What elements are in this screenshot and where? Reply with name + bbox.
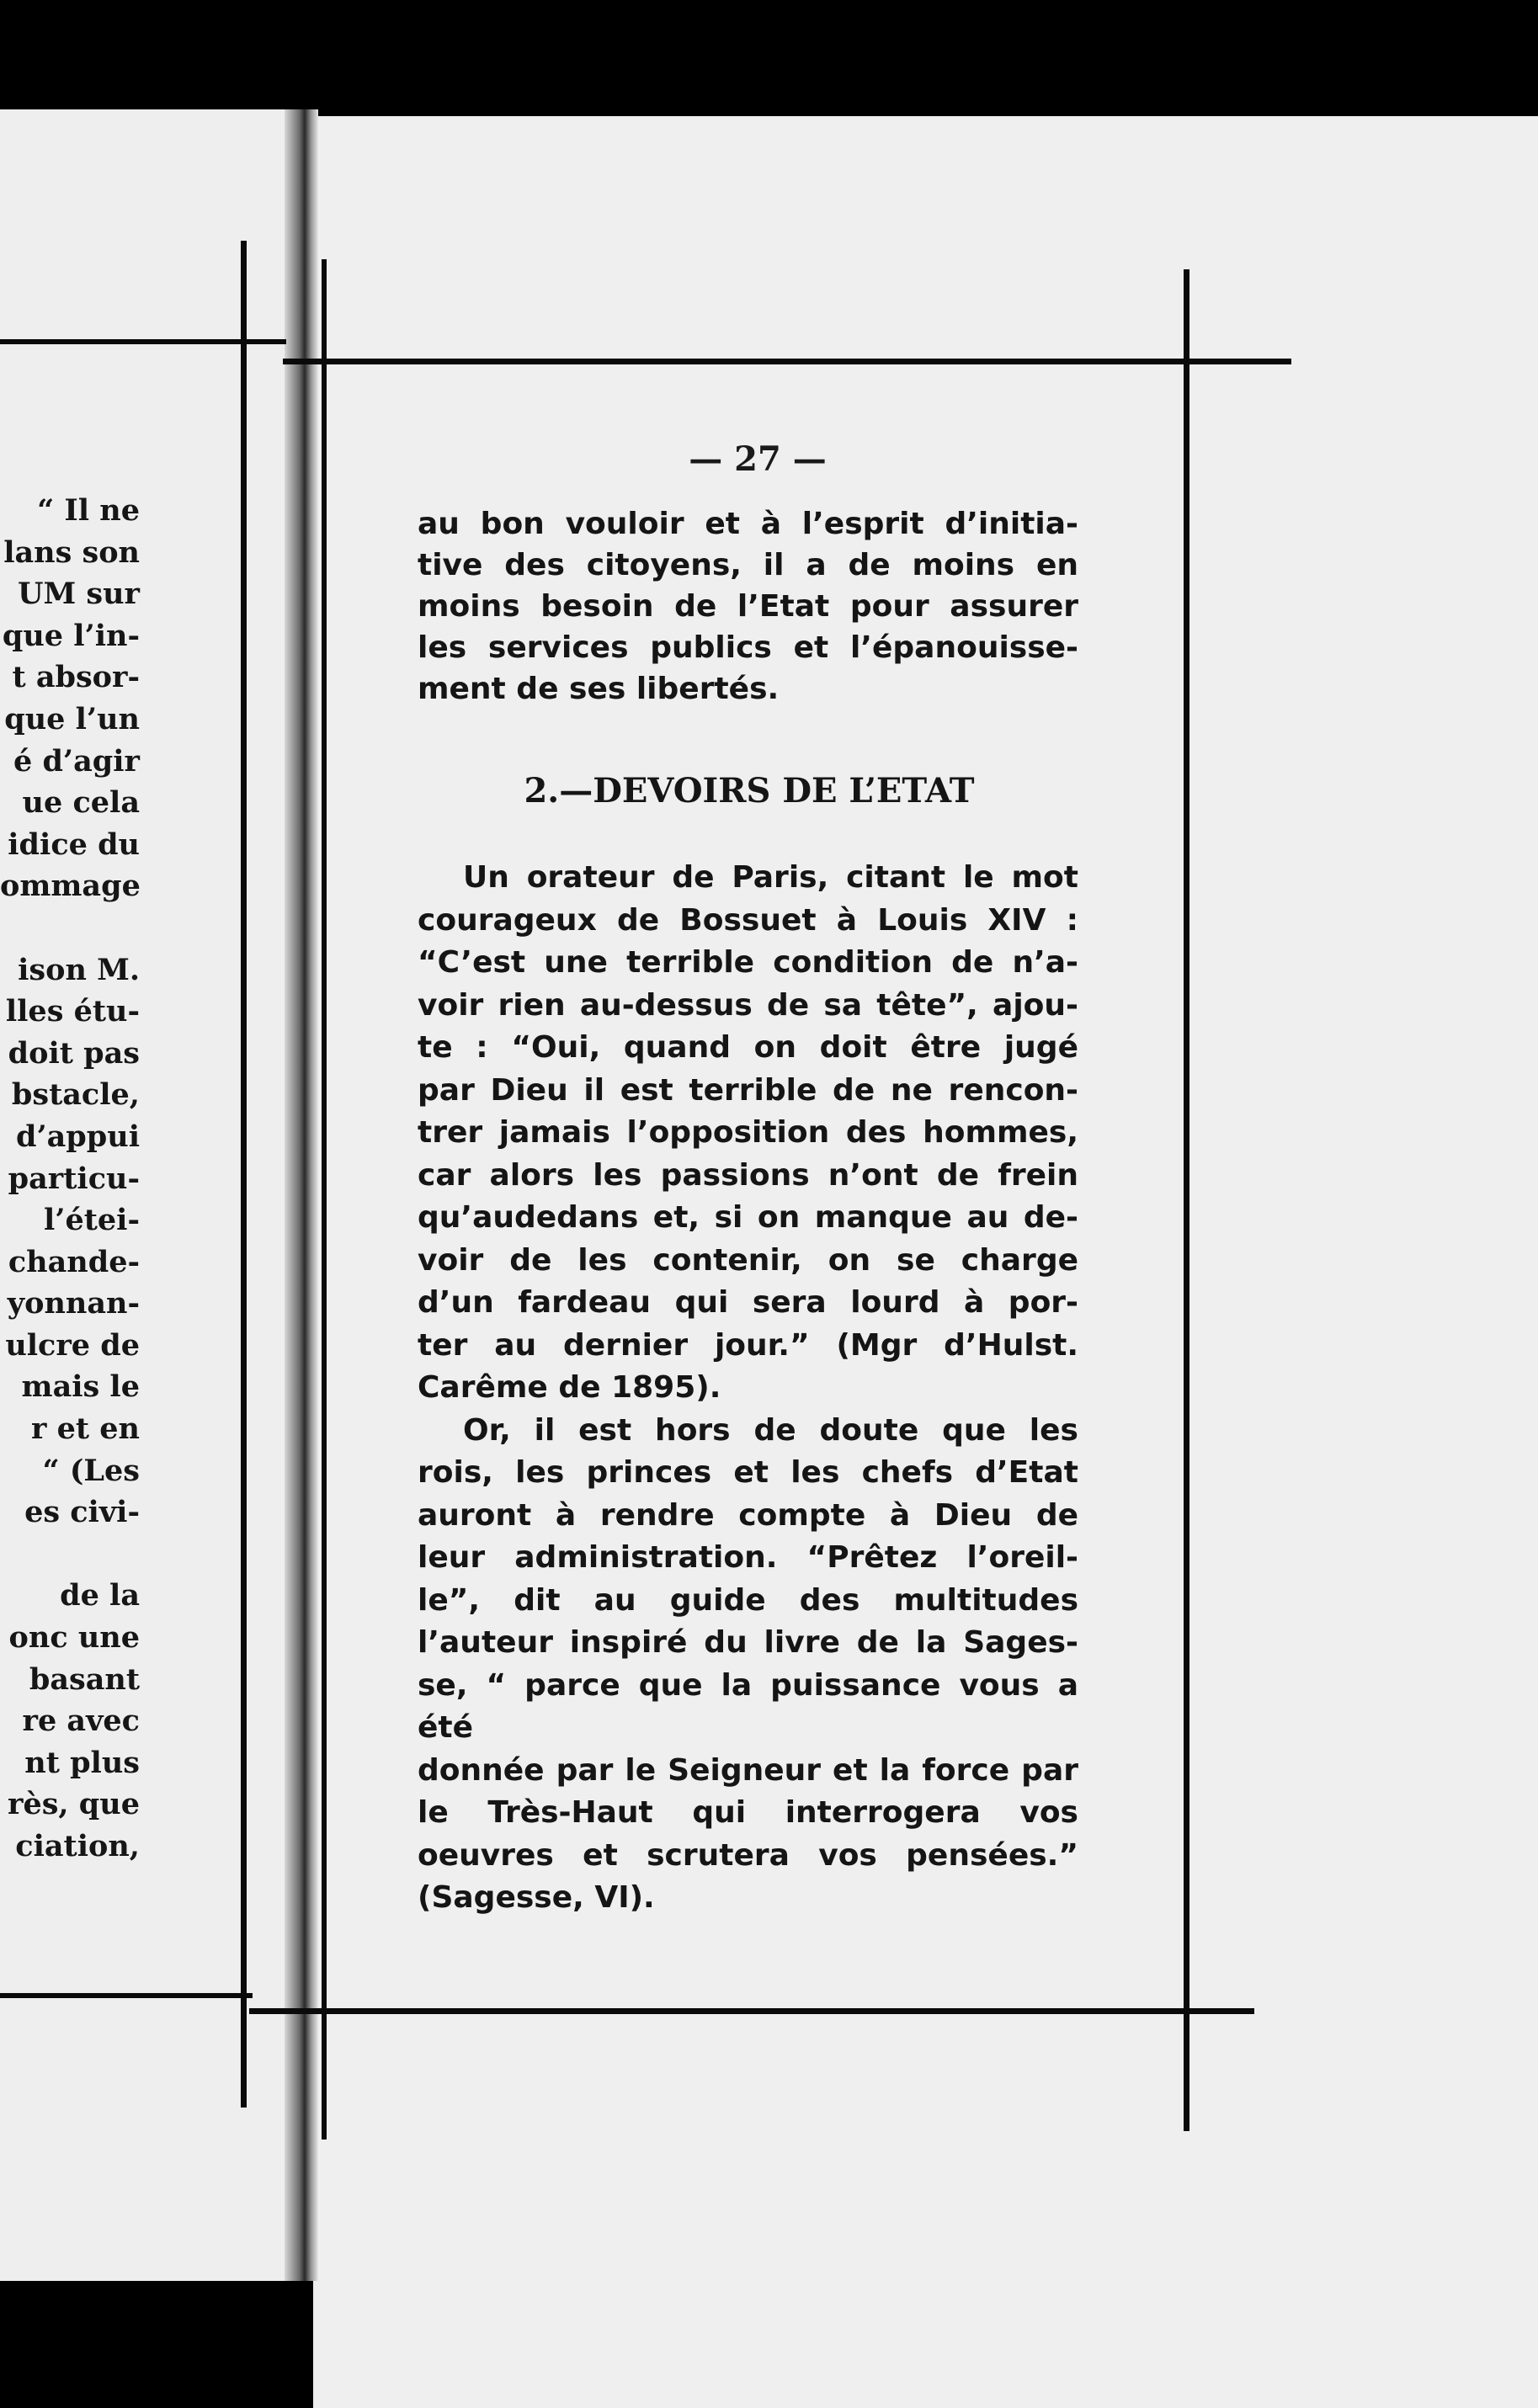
text-line: tive des citoyens, il a de moins en [418, 548, 1078, 582]
text-line: leur administration. “Prêtez l’oreil- [418, 1540, 1078, 1575]
left-line: doit pas [8, 1035, 140, 1071]
left-line: yonnan- [7, 1286, 140, 1321]
text-line: trer jamais l’opposition des hommes, [418, 1115, 1078, 1150]
text-line: (Sagesse, VI). [418, 1880, 655, 1915]
text-line: oeuvres et scrutera vos pensées.” [418, 1837, 1078, 1873]
text-line: car alors les passions n’ont de frein [418, 1157, 1078, 1193]
text-line: par Dieu il est terrible de ne rencon- [418, 1072, 1078, 1108]
left-line: particu- [8, 1161, 140, 1196]
text-line: le”, dit au guide des multitudes [418, 1582, 1078, 1618]
left-page-text [0, 490, 140, 1868]
text-line: voir de les contenir, on se charge [418, 1242, 1078, 1278]
left-line: ue cela [22, 785, 140, 821]
left-line: onc une [8, 1620, 140, 1656]
text-line: courageux de Bossuet à Louis XIV : [418, 902, 1078, 938]
text-line: te : “Oui, quand on doit être jugé [418, 1030, 1078, 1065]
left-line: es civi- [24, 1495, 140, 1530]
text-line: auront à rendre compte à Dieu de [418, 1497, 1078, 1533]
left-line: é d’agir [13, 743, 140, 779]
left-line: de la [60, 1578, 140, 1613]
left-page-bottom-rule [0, 1993, 253, 1998]
text-line: rois, les princes et les chefs d’Etat [418, 1455, 1078, 1490]
left-line: UM sur [17, 577, 140, 612]
text-line: Un orateur de Paris, citant le mot [463, 860, 1078, 895]
intro-paragraph [418, 503, 1078, 710]
left-line: l’étei- [43, 1203, 140, 1238]
left-line: chande- [8, 1244, 140, 1279]
outer-vertical-rule [1184, 269, 1189, 2131]
text-line: ter au dernier jour.” (Mgr d’Hulst. [418, 1327, 1078, 1363]
left-line: ciation, [15, 1829, 140, 1863]
left-line: t absor- [12, 660, 140, 695]
text-line: donnée par le Seigneur et la force par [418, 1752, 1078, 1788]
left-line: “ Il ne [37, 493, 140, 528]
text-line: les services publics et l’épanouisse- [418, 630, 1078, 665]
left-line: rès, que [8, 1787, 140, 1822]
text-line: ment de ses libertés. [418, 672, 780, 706]
left-gap [0, 1534, 140, 1576]
text-line: l’auteur inspiré du livre de la Sages- [418, 1625, 1078, 1660]
left-line: bstacle, [11, 1077, 140, 1113]
bottom-horizontal-rule [249, 2008, 1254, 2014]
left-page-fragment [0, 109, 296, 2281]
top-horizontal-rule [283, 359, 1291, 364]
section-heading: 2.—DEVOIRS DE L’ETAT [524, 771, 975, 811]
left-line: basant [29, 1661, 140, 1697]
text-line: le Très-Haut qui interrogera vos [418, 1795, 1078, 1830]
left-line: lans son [3, 534, 140, 570]
text-line: d’un fardeau qui sera lourd à por- [418, 1285, 1078, 1320]
book-gutter [285, 109, 318, 2281]
left-line: lles étu- [5, 994, 140, 1029]
left-line: re avec [22, 1704, 140, 1739]
text-line: se, “ parce que la puissance vous a été [418, 1667, 1078, 1745]
text-line: moins besoin de l’Etat pour assurer [418, 589, 1078, 624]
left-line: que l’un [4, 701, 140, 736]
left-line: “ (Les [42, 1453, 140, 1488]
left-line: idice du [8, 827, 140, 862]
left-line: ommage [0, 869, 141, 904]
page-number: — 27 — [689, 439, 827, 479]
text-line: “C’est une terrible condition de n’a- [418, 945, 1078, 980]
left-line: nt plus [24, 1745, 140, 1780]
left-line: ulcre de [5, 1327, 140, 1363]
text-line: Or, il est hors de doute que les [463, 1412, 1078, 1448]
left-page-right-vertical-rule [241, 241, 247, 2108]
inner-vertical-rule [322, 259, 327, 2140]
left-line: mais le [21, 1369, 140, 1405]
text-line: Carême de 1895). [418, 1370, 721, 1405]
body-text [418, 857, 1078, 1920]
left-line: d’appui [15, 1119, 140, 1154]
text-line: qu’audedans et, si on manque au de- [418, 1200, 1078, 1235]
left-line: ison M. [18, 952, 140, 987]
left-gap [0, 907, 140, 949]
text-line: au bon vouloir et à l’esprit d’initia- [418, 507, 1078, 541]
text-line: voir rien au-dessus de sa tête”, ajou- [418, 987, 1078, 1023]
left-line: que l’in- [2, 618, 140, 653]
left-line: r et en [31, 1411, 140, 1447]
